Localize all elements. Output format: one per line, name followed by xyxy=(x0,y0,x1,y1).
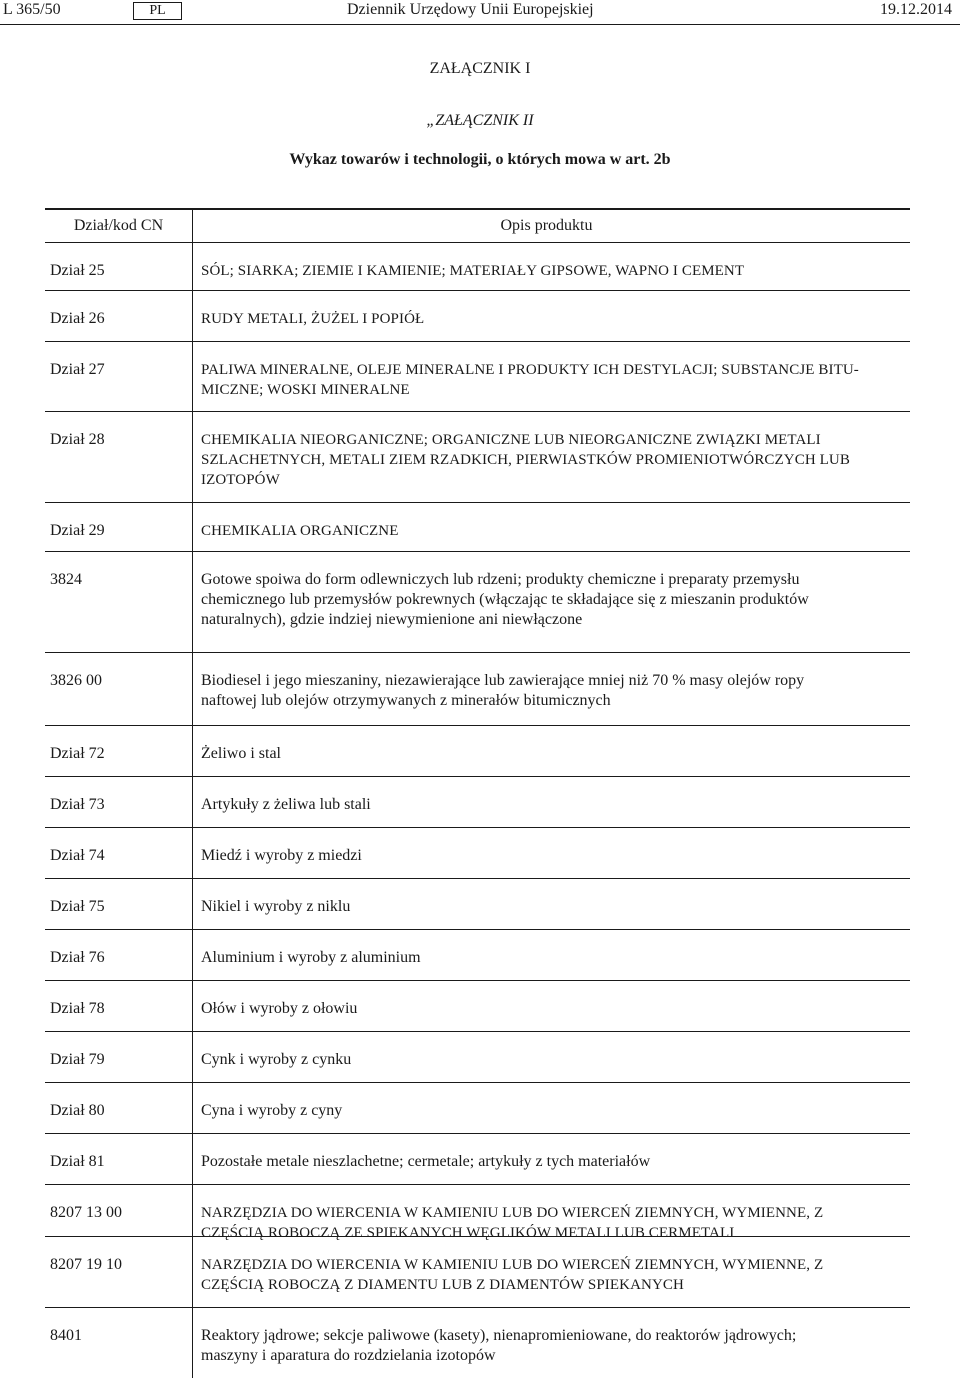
table-row xyxy=(45,1134,910,1185)
cell-description: Biodiesel i jego mieszaniny, niezawierające lub zawierające mniej niż 70 % masy olejów ropy naftowej lub olejów otrzymywanych z minerałów bitumicznych xyxy=(201,672,805,709)
cell-description: Nikiel i wyroby z niklu xyxy=(201,898,351,915)
language-badge: PL xyxy=(133,2,182,20)
annex-title: ZAŁĄCZNIK I xyxy=(429,60,531,77)
cell-description: Żeliwo i stal xyxy=(201,745,281,762)
cell-description: Aluminium i wyroby z aluminium xyxy=(201,949,421,966)
table-row xyxy=(45,291,910,342)
cell-code: Dział 72 xyxy=(45,726,193,776)
cell-description: Pozostałe metale nieszlachetne; cermetale; artykuły z tych materiałów xyxy=(201,1153,651,1170)
cell-description: Gotowe spoiwa do form odlewniczych lub rdzeni; produkty chemiczne i preparaty przemysłu chemicznego lub przemysłów pokrewnych (włączając te składające się z mieszanin produktów naturalnych), gdzie indziej niewymienione ani niewłączone xyxy=(201,571,809,628)
column-header-code: Dział/kod CN xyxy=(45,210,193,242)
cell-description: Ołów i wyroby z ołowiu xyxy=(201,1000,358,1017)
cell-description: NARZĘDZIA DO WIERCENIA W KAMIENIU LUB DO WIERCEŃ ZIEMNYCH, WYMIENNE, Z CZĘŚCIĄ ROBOCZĄ ZE SPIEKANYCH WĘGLIKÓW METALI LUB CERMETALI xyxy=(201,1205,824,1241)
table-row xyxy=(45,412,910,503)
cell-code: Dział 73 xyxy=(45,777,193,827)
column-header-description: Opis produktu xyxy=(500,217,593,234)
cell-code: Dział 25 xyxy=(45,243,193,290)
table-row xyxy=(45,1185,910,1241)
publication-date: 19.12.2014 xyxy=(880,1,952,18)
cell-description: Cynk i wyroby z cynku xyxy=(201,1051,352,1068)
table-row xyxy=(45,552,910,653)
cell-code: Dział 75 xyxy=(45,879,193,929)
page-reference: L 365/50 xyxy=(3,1,61,18)
table-row xyxy=(45,653,910,726)
table-row xyxy=(45,503,910,552)
cell-code: 3824 xyxy=(45,552,193,652)
table-row xyxy=(45,981,910,1032)
header-divider xyxy=(0,24,960,25)
cell-code: Dział 28 xyxy=(45,412,193,502)
table-row xyxy=(45,1308,910,1378)
cell-code: 3826 00 xyxy=(45,653,193,725)
list-title: Wykaz towarów i technologii, o których mowa w art. 2b xyxy=(289,151,671,168)
table-row xyxy=(45,342,910,412)
cell-description: CHEMIKALIA ORGANICZNE xyxy=(201,523,399,539)
journal-title: Dziennik Urzędowy Unii Europejskiej xyxy=(347,1,594,18)
cell-description: Miedź i wyroby z miedzi xyxy=(201,847,362,864)
product-table xyxy=(45,208,910,1378)
table-row xyxy=(45,1083,910,1134)
cell-description: PALIWA MINERALNE, OLEJE MINERALNE I PRODUKTY ICH DESTYLACJI; SUBSTANCJE BITU- MICZNE; WOSKI MINERALNE xyxy=(201,362,859,398)
cell-code: Dział 27 xyxy=(45,342,193,411)
cell-code: Dział 29 xyxy=(45,503,193,551)
table-row xyxy=(45,777,910,828)
cell-description: Reaktory jądrowe; sekcje paliwowe (kasety), nienapromieniowane, do reaktorów jądrowych; maszyny i aparatura do rozdzielania izotopów xyxy=(201,1327,797,1364)
cell-code: Dział 26 xyxy=(45,291,193,341)
cell-description: Cyna i wyroby z cyny xyxy=(201,1102,343,1119)
cell-description: CHEMIKALIA NIEORGANICZNE; ORGANICZNE LUB NIEORGANICZNE ZWIĄZKI METALI SZLACHETNYCH, METALI ZIEM RZADKICH, PIERWIASTKÓW PROMIENIOTWÓRCZYCH LUB IZOTOPÓW xyxy=(201,432,850,488)
table-row xyxy=(45,828,910,879)
cell-description: RUDY METALI, ŻUŻEL I POPIÓŁ xyxy=(201,311,425,327)
table-row xyxy=(45,930,910,981)
cell-code: Dział 80 xyxy=(45,1083,193,1133)
cell-description: SÓL; SIARKA; ZIEMIE I KAMIENIE; MATERIAŁY GIPSOWE, WAPNO I CEMENT xyxy=(201,263,745,279)
cell-code: Dział 78 xyxy=(45,981,193,1031)
cell-code: Dział 81 xyxy=(45,1134,193,1184)
table-row xyxy=(45,243,910,291)
cell-code: 8207 19 10 xyxy=(45,1237,193,1307)
cell-code: Dział 76 xyxy=(45,930,193,980)
table-row xyxy=(45,1237,910,1308)
table-row xyxy=(45,726,910,777)
cell-code: Dział 74 xyxy=(45,828,193,878)
table-header-row xyxy=(45,210,910,243)
cell-code: Dział 79 xyxy=(45,1032,193,1082)
cell-description: NARZĘDZIA DO WIERCENIA W KAMIENIU LUB DO WIERCEŃ ZIEMNYCH, WYMIENNE, Z CZĘŚCIĄ ROBOCZĄ Z DIAMENTU LUB Z DIAMENTÓW SPIEKANYCH xyxy=(201,1257,824,1293)
annex-subtitle: „ZAŁĄCZNIK II xyxy=(426,112,534,129)
cell-code: 8401 xyxy=(45,1308,193,1378)
table-row xyxy=(45,879,910,930)
cell-code: 8207 13 00 xyxy=(45,1185,193,1236)
table-row xyxy=(45,1032,910,1083)
cell-description: Artykuły z żeliwa lub stali xyxy=(201,796,371,813)
page-header xyxy=(0,0,960,20)
